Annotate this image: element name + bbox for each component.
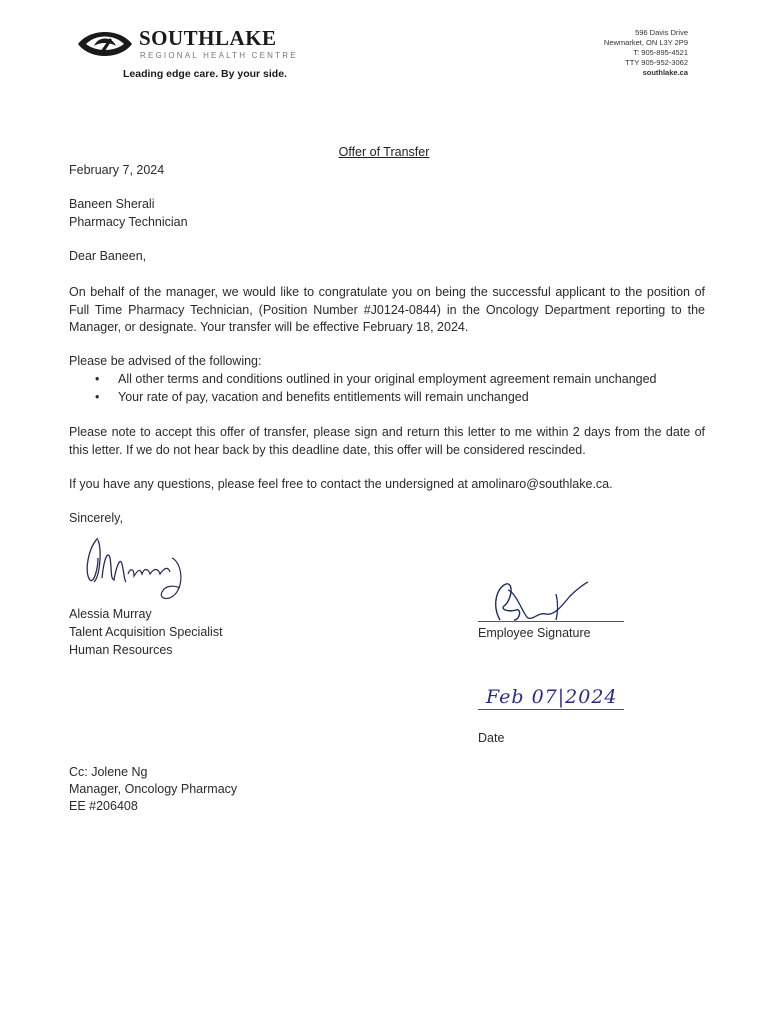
signatory-title: Talent Acquisition Specialist [69, 625, 223, 639]
address-line-1: 596 Davis Drive [635, 28, 688, 37]
letter-date: February 7, 2024 [69, 163, 165, 177]
org-tagline: Leading edge care. By your side. [123, 68, 287, 80]
body-paragraph-3: If you have any questions, please feel free to contact the undersigned at amolinaro@southlake.ca. [69, 477, 613, 491]
employee-signature [486, 576, 596, 626]
address-line-2: Newmarket, ON L3Y 2P9 [603, 38, 688, 47]
salutation: Dear Baneen, [69, 249, 147, 263]
recipient-name: Baneen Sherali [69, 197, 155, 211]
closing: Sincerely, [69, 511, 123, 525]
body-paragraph-1: On behalf of the manager, we would like to congratulate you on being the successful applicant to the position of Full Time Pharmacy Technician, (Position Number #J0124-0844) in the Oncology Department reporting to the Manager, or designate. Your transfer will be effective February 18, 2024. [69, 285, 705, 334]
employee-signature-line [478, 621, 624, 622]
signatory-name: Alessia Murray [69, 607, 152, 621]
letter-title: Offer of Transfer [338, 145, 430, 159]
recipient-title: Pharmacy Technician [69, 215, 188, 229]
website-link[interactable]: southlake.ca [642, 68, 688, 77]
advised-list [69, 371, 709, 406]
body-paragraph-2: Please note to accept this offer of transfer, please sign and return this letter to me within 2 days from the date of this letter. If we do not hear back by this deadline date, this offer will be considered rescinded. [69, 425, 705, 457]
list-item: • Your rate of pay, vacation and benefits entitlements will remain unchanged [69, 389, 709, 407]
employee-signature-label: Employee Signature [478, 626, 591, 640]
cc-line-1: Cc: Jolene Ng [69, 765, 148, 779]
logo-mark-icon [76, 24, 134, 64]
tty-number: TTY 905-952-3062 [625, 58, 688, 67]
advised-intro: Please be advised of the following: [69, 354, 262, 368]
org-name: SOUTHLAKE [139, 26, 277, 50]
org-address-block [604, 28, 688, 78]
phone-number: T: 905-895-4521 [633, 48, 688, 57]
date-label: Date [478, 731, 505, 745]
cc-line-3: EE #206408 [69, 799, 138, 813]
signatory-department: Human Resources [69, 643, 173, 657]
list-item: • All other terms and conditions outlined in your original employment agreement remain unchanged [69, 371, 709, 389]
date-line [478, 709, 624, 710]
cc-line-2: Manager, Oncology Pharmacy [69, 782, 238, 796]
org-subtitle: REGIONAL HEALTH CENTRE [140, 51, 298, 60]
signatory-signature [80, 528, 200, 608]
employee-handwritten-date: Feb 07|2024 [486, 686, 618, 708]
